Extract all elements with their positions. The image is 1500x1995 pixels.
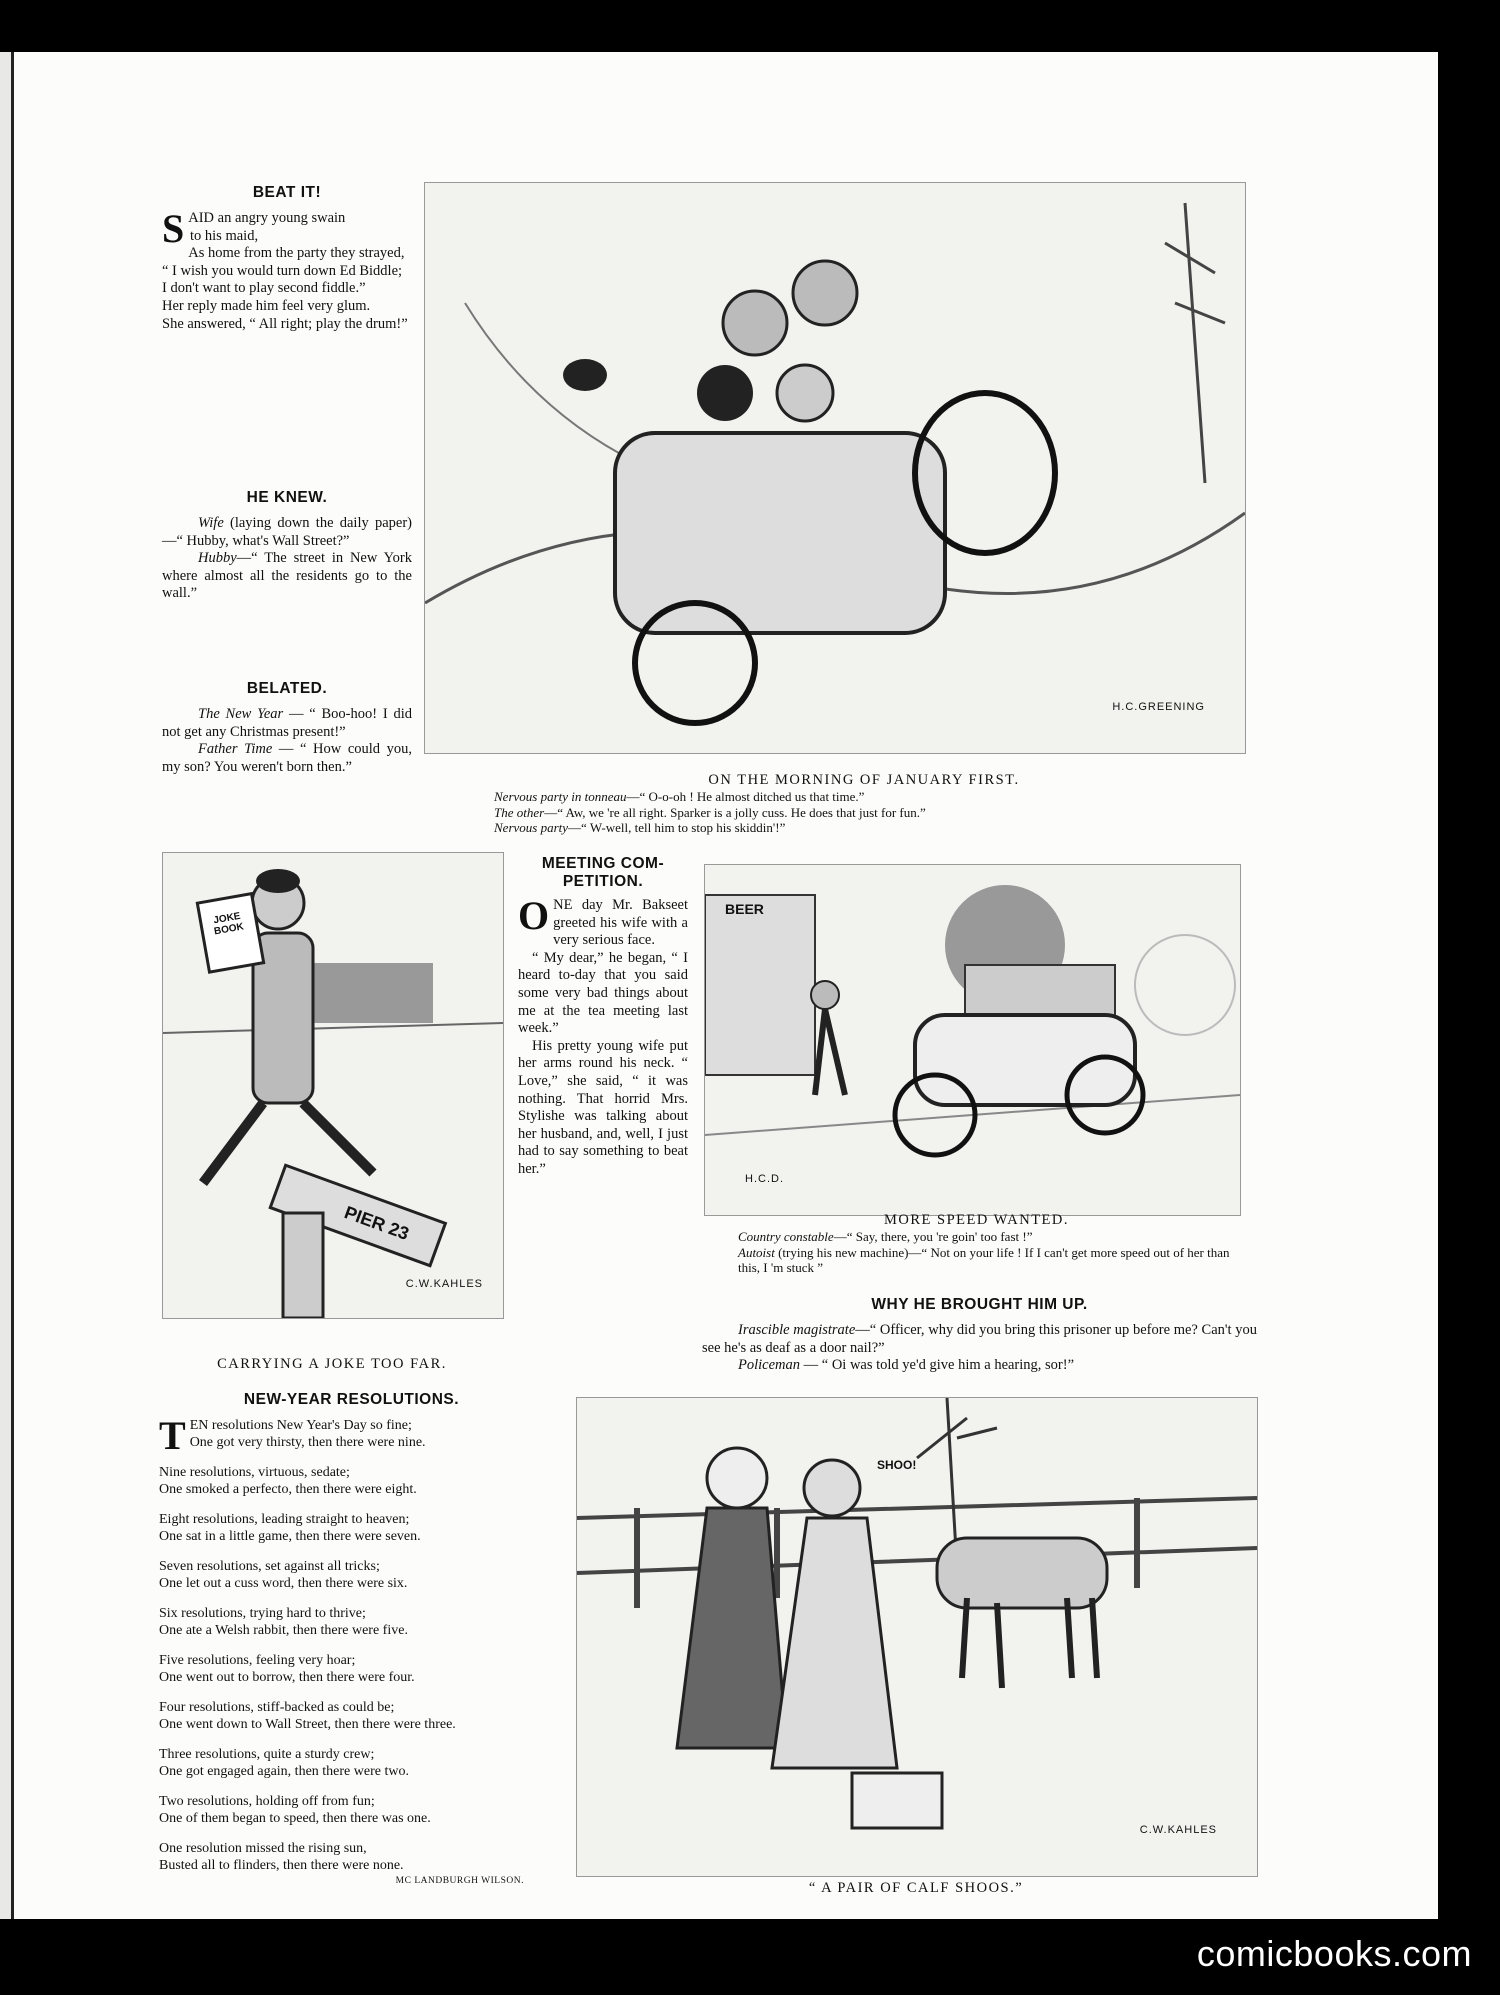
speech: — “ How could you, my son? You weren't born then.” [162, 741, 413, 775]
poem-line: One resolution missed the rising sun, [159, 1841, 367, 1856]
caption-joke-cartoon [162, 1356, 502, 1373]
heading-belated: BELATED. [246, 680, 328, 697]
poem-line: One of them began to speed, then there was one. [159, 1811, 431, 1826]
shoo-shout: SHOO! [877, 1458, 917, 1472]
caption-calf-cartoon [576, 1880, 1256, 1897]
joke-he-knew [162, 489, 412, 603]
pier-label: PIER 23 [341, 1202, 412, 1244]
caption-block-speed [704, 1212, 1249, 1276]
speaker: The New Year [198, 706, 284, 722]
speaker: The other [494, 804, 545, 820]
poem-line: to his maid, [190, 227, 259, 244]
poem-line: One sat in a little game, then there were seven. [159, 1529, 421, 1544]
poem-line: I don't want to play second fiddle.” [162, 280, 366, 297]
poem-line: Six resolutions, trying hard to thrive; [159, 1606, 366, 1621]
speech: —“ W-well, tell him to stop his skiddin'!” [568, 820, 786, 835]
poem-line: One ate a Welsh rabbit, then there were five. [159, 1623, 408, 1638]
speaker: Nervous party [494, 820, 569, 835]
heading-why: WHY HE BROUGHT HIM UP. [871, 1296, 1088, 1313]
speech: — “ Oi was told ye'd give him a hearing, sor!” [800, 1357, 1075, 1374]
speaker: Country constable [738, 1229, 834, 1244]
joke-why-he-brought-him-up [702, 1296, 1257, 1375]
speech: — “ Boo-hoo! I did not get any Christmas present!” [162, 706, 412, 740]
caption-block-top-cartoon [494, 772, 1234, 836]
speech: —“ Aw, we 're all right. Sparker is a jolly cuss. He does that just for fun.” [544, 804, 926, 820]
caption-line [704, 1245, 1249, 1276]
illustration-speeding-car [704, 864, 1241, 1216]
poem-line: As home from the party they strayed, [188, 245, 405, 262]
drop-cap: O [518, 893, 550, 938]
caption-line [704, 1229, 1249, 1245]
poem-line: Her reply made him feel very glum. [162, 297, 371, 314]
dialogue-line [162, 706, 412, 741]
speech: (laying down the daily paper)—“ Hubby, what's Wall Street?” [162, 515, 412, 549]
poem-line: Seven resolutions, set against all tricks; [159, 1559, 380, 1574]
paragraph: NE day Mr. Bakseet greeted his wife with a very serious face. [553, 897, 688, 949]
poem-line: Two resolutions, holding off from fun; [159, 1794, 375, 1809]
heading-resolutions: NEW-YEAR RESOLUTIONS. [243, 1391, 460, 1408]
poem-line: EN resolutions New Year's Day so fine; [189, 1418, 412, 1433]
watermark: comicbooks.com [1196, 1933, 1472, 1974]
heading-beat-it: BEAT IT! [252, 184, 322, 201]
stanza [159, 1652, 544, 1686]
speech: —“ O-o-oh ! He almost ditched us that time.” [626, 789, 865, 804]
poem-line: One went out to borrow, then there were four. [159, 1670, 415, 1685]
poem-line: “ I wish you would turn down Ed Biddle; [162, 262, 403, 279]
artist-signature: H.C.GREENING [1112, 701, 1205, 713]
paragraph: “ My dear,” he began, “ I heard to-day that you said some very bad things about me at the tea meeting last week.” [518, 949, 688, 1037]
paragraph: His pretty young wife put her arms round his neck. “ Love,” she said, “ it was nothing. That horrid Mrs. Stylishe was talking about her husband, and, well, I just had to say something to beat her.” [518, 1037, 688, 1177]
speed-drawing [705, 865, 1240, 1215]
poem-line: One let out a cuss word, then there were six. [159, 1576, 408, 1591]
dialogue-line [162, 741, 412, 776]
speaker: Wife [198, 515, 224, 531]
drop-cap: S [162, 206, 185, 251]
speaker: Nervous party in tonneau [494, 789, 627, 804]
stanza [159, 1840, 544, 1874]
dialogue-line [702, 1322, 1257, 1357]
poem-line: Busted all to flinders, then there were none. [159, 1858, 404, 1873]
poem-line: Four resolutions, stiff-backed as could be; [159, 1700, 395, 1715]
stanza [159, 1558, 544, 1592]
calf-drawing [577, 1398, 1257, 1876]
speaker: Father Time [198, 741, 273, 758]
illustration-joke-book-man [162, 852, 504, 1319]
speaker: Hubby [198, 550, 237, 567]
magazine-page [14, 52, 1438, 1919]
speech: —“ Say, there, you 're goin' too fast !” [833, 1229, 1033, 1244]
speech: —“ The street in New York where almost all the residents go to the wall.” [162, 550, 412, 602]
stanza [159, 1746, 544, 1780]
caption-line [494, 789, 1234, 805]
dialogue-line [162, 515, 412, 550]
caption-title: ON THE MORNING OF JANUARY FIRST. [708, 772, 1020, 788]
artist-signature: C.W.KAHLES [405, 1278, 483, 1290]
heading-he-knew: HE KNEW. [246, 489, 328, 506]
poem-line: Three resolutions, quite a sturdy crew; [159, 1747, 375, 1762]
illustration-car-skidding [424, 182, 1246, 754]
poem-line: One got engaged again, then there were two. [159, 1764, 409, 1779]
speaker: Autoist [738, 1244, 775, 1260]
poem-line: Five resolutions, feeling very hoar; [159, 1653, 356, 1668]
poem-line: One got very thirsty, then there were nine. [189, 1435, 426, 1450]
caption-title: MORE SPEED WANTED. [883, 1212, 1070, 1228]
poem-new-year-resolutions [159, 1391, 544, 1886]
caption-line [494, 820, 1234, 836]
caption-line [494, 805, 1234, 821]
stanza [159, 1605, 544, 1639]
artist-signature: H.C.D. [745, 1173, 784, 1185]
beer-sign: BEER [725, 901, 764, 917]
poem-line: Nine resolutions, virtuous, sedate; [159, 1465, 350, 1480]
stanza [159, 1699, 544, 1733]
poem-line: She answered, “ All right; play the drum!” [162, 315, 408, 332]
caption-title: CARRYING A JOKE TOO FAR. [217, 1356, 447, 1372]
speaker: Irascible magistrate [738, 1322, 856, 1338]
adjacent-page-edge [0, 52, 14, 1919]
stanza [159, 1511, 544, 1545]
poem-line: Eight resolutions, leading straight to heaven; [159, 1512, 410, 1527]
poem-line: AID an angry young swain [188, 210, 346, 226]
dialogue-line [702, 1357, 1257, 1375]
drop-cap: T [159, 1413, 186, 1458]
joke-belated [162, 680, 412, 776]
speaker: Policeman [738, 1357, 801, 1374]
book-label: JOKE BOOK [212, 910, 245, 938]
artist-signature: C.W.KAHLES [1139, 1824, 1217, 1836]
stanza [159, 1464, 544, 1498]
poem-line: One smoked a perfecto, then there were eight. [159, 1482, 417, 1497]
poem-beat-it [162, 184, 412, 333]
stanza [159, 1413, 544, 1458]
caption-title: “ A PAIR OF CALF SHOOS.” [808, 1880, 1024, 1896]
car-drawing [425, 183, 1245, 753]
poem-line: One went down to Wall Street, then there were three. [159, 1717, 456, 1732]
speech: —“ Officer, why did you bring this prisoner up before me? Can't you see he's as deaf as a door nail?” [702, 1322, 1257, 1356]
dialogue-line [162, 550, 412, 603]
speech: (trying his new machine)—“ Not on your life ! If I can't get more speed out of her than this, I 'm stuck ” [738, 1244, 1230, 1275]
poem-author: MC LANDBURGH WILSON. [395, 1876, 524, 1886]
stanza [159, 1793, 544, 1827]
illustration-calf-shoos [576, 1397, 1258, 1877]
story-meeting-competition [518, 855, 688, 1179]
heading-meeting: MEETING COM-PETITION. [541, 855, 665, 890]
